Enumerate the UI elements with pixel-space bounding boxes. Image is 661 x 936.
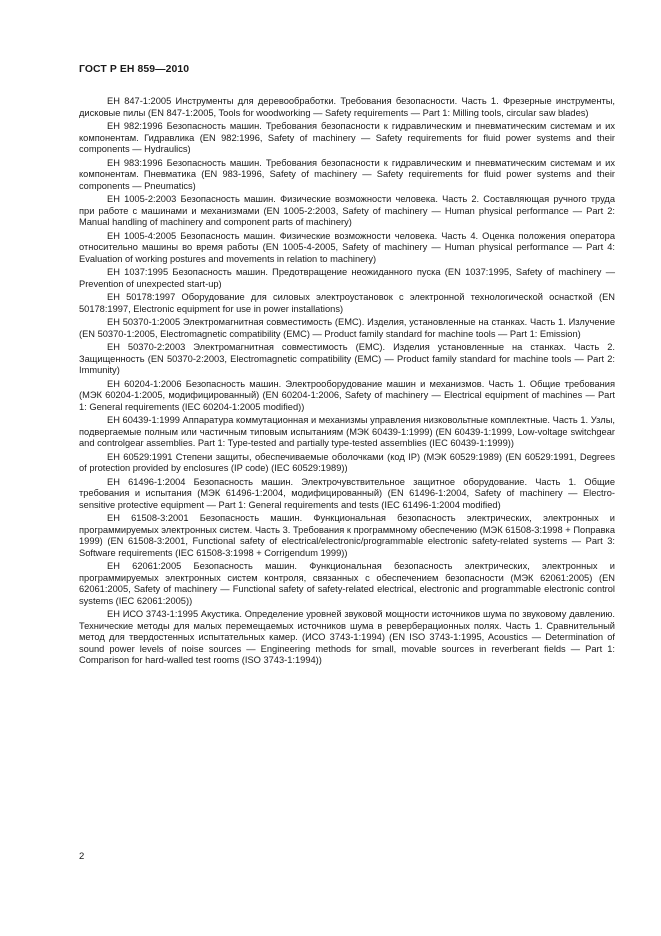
reference-paragraph: ЕН 982:1996 Безопасность машин. Требования безопасности к гидравлическим и пневматическим системам и их компонентам. Гидравлика (EN 982:1996, Safety of machinery — Safety requirements for fluid power systems and their components — Hydraulics) — [79, 121, 615, 154]
reference-paragraph: ЕН 60529:1991 Степени защиты, обеспечиваемые оболочками (код IP) (МЭК 60529:1989) (EN 60529:1991, Degrees of protection provided by enclosures (IP code) (IEC 60529:1989)) — [79, 451, 615, 473]
reference-paragraph: ЕН 50178:1997 Оборудование для силовых электроустановок с электронной технологической оснасткой (EN 50178:1997, Electronic equipment for use in power installations) — [79, 292, 615, 314]
reference-paragraph: ЕН ИСО 3743-1:1995 Акустика. Определение уровней звуковой мощности источников шума по звуковому давлению. Технические методы для малых перемещаемых источников шума в реверберационных полях. Часть 1. Сравнительный метод для твердостенных испытательных камер. (ИСО 3743-1:1994) (EN ISO 3743-1:1995, Acoustics — Determination of sound power levels of noise sources — Engineering methods for small, movable sources in reverberant fields — Part 1: Comparison for hard-walled test rooms (ISO 3743-1:1994)) — [79, 609, 615, 665]
reference-paragraph: ЕН 1005-4:2005 Безопасность машин. Физические возможности человека. Часть 4. Оценка положения оператора относительно машины во время работы (EN 1005-4-2005, Safety of machinery — Human physical performance — Part 4: Evaluation of working postures and movements in relation to machinery) — [79, 230, 615, 264]
reference-paragraph: ЕН 50370-2:2003 Электромагнитная совместимость (ЕМС). Изделия установленные на станках. Часть 2. Защищенность (EN 50370-2:2003, Electromagnetic compatibility (EMC) — Product family standard for machine tools — Part 2: Immunity) — [79, 342, 615, 375]
page-number: 2 — [79, 851, 85, 862]
reference-paragraph: ЕН 983:1996 Безопасность машин. Требования безопасности к гидравлическим и пневматическим системам и их компонентам. Пневматика (EN 983-1996, Safety of machinery — Safety requirements for fluid power systems and their components — Pneumatics) — [79, 157, 615, 191]
document-header: ГОСТ Р ЕН 859—2010 — [79, 64, 190, 75]
reference-paragraph: ЕН 62061:2005 Безопасность машин. Функциональная безопасность электрических, электронных и программируемых электронных систем контроля, связанных с обеспечением безопасности (МЭК 62061:2005) (EN 62061:2005, Safety of machinery — Functional safety of safety-related electrical, electronic and programmable electronic control systems (IEC 62061:2005)) — [79, 561, 615, 606]
reference-paragraph: ЕН 1005-2:2003 Безопасность машин. Физические возможности человека. Часть 2. Составляющая ручного труда при работе с машинами и механизмами (EN 1005-2:2003, Safety of machinery — Human physical performance — Part 2: Manual handling of machinery and component parts of machinery) — [79, 194, 615, 227]
reference-paragraph: ЕН 1037:1995 Безопасность машин. Предотвращение неожиданного пуска (EN 1037:1995, Safety of machinery — Prevention of unexpected start-up) — [79, 267, 615, 289]
reference-paragraph: ЕН 61508-3:2001 Безопасность машин. Функциональная безопасность электрических, электронных и программируемых электронных систем. Часть 3. Требования к программному обеспечению (МЭК 61508-3:1998 + Поправка 1999) (EN 61508-3:2001, Functional safety of electrical/electronic/programmable electronic safety-related systems — Part 3: Software requirements (IEC 61508-3:1998 + Corrigendum 1999)) — [79, 513, 615, 558]
reference-paragraph: ЕН 50370-1:2005 Электромагнитная совместимость (ЕМС). Изделия, установленные на станках. Часть 1. Излучение (EN 50370-1:2005, Electromagnetic compatibility (EMC) — Product family standard for machine tools — Part 1: Emission) — [79, 317, 615, 339]
reference-paragraph: ЕН 60439-1:1999 Аппаратура коммутационная и механизмы управления низковольтные комплектные. Часть 1. Узлы, подвергаемые полным или частичным типовым испытаниям (МЭК 60439-1:1999) (EN 60439-1:1999, Low-voltage switchgear and controlgear assemblies. Part 1: Type-tested and partially type-tested assemblies (IEC 60439-1:1999)) — [79, 415, 615, 448]
reference-paragraph: ЕН 60204-1:2006 Безопасность машин. Электрооборудование машин и механизмов. Часть 1. Общие требования (МЭК 60204-1:2005, модифицированный) (EN 60204-1:2006, Safety of machinery — Electrical equipment of machines — Part 1: General requirements (IEC 60204-1:2005 modified)) — [79, 378, 615, 412]
reference-list — [79, 96, 615, 669]
reference-paragraph: ЕН 61496-1:2004 Безопасность машин. Электрочувствительное защитное оборудование. Часть 1. Общие требования и испытания (МЭК 61496-1:2004, модифицированный) (EN 61496-1:2004, Safety of machinery — Electro-sensitive protective equipment — Part 1: General requirements and tests (IEC 61496-1:2004 modified) — [79, 476, 615, 510]
reference-paragraph: ЕН 847-1:2005 Инструменты для деревообработки. Требования безопасности. Часть 1. Фрезерные инструменты, дисковые пилы (EN 847-1:2005, Tools for woodworking — Safety requirements — Part 1: Milling tools, circular saw blades) — [79, 96, 615, 118]
